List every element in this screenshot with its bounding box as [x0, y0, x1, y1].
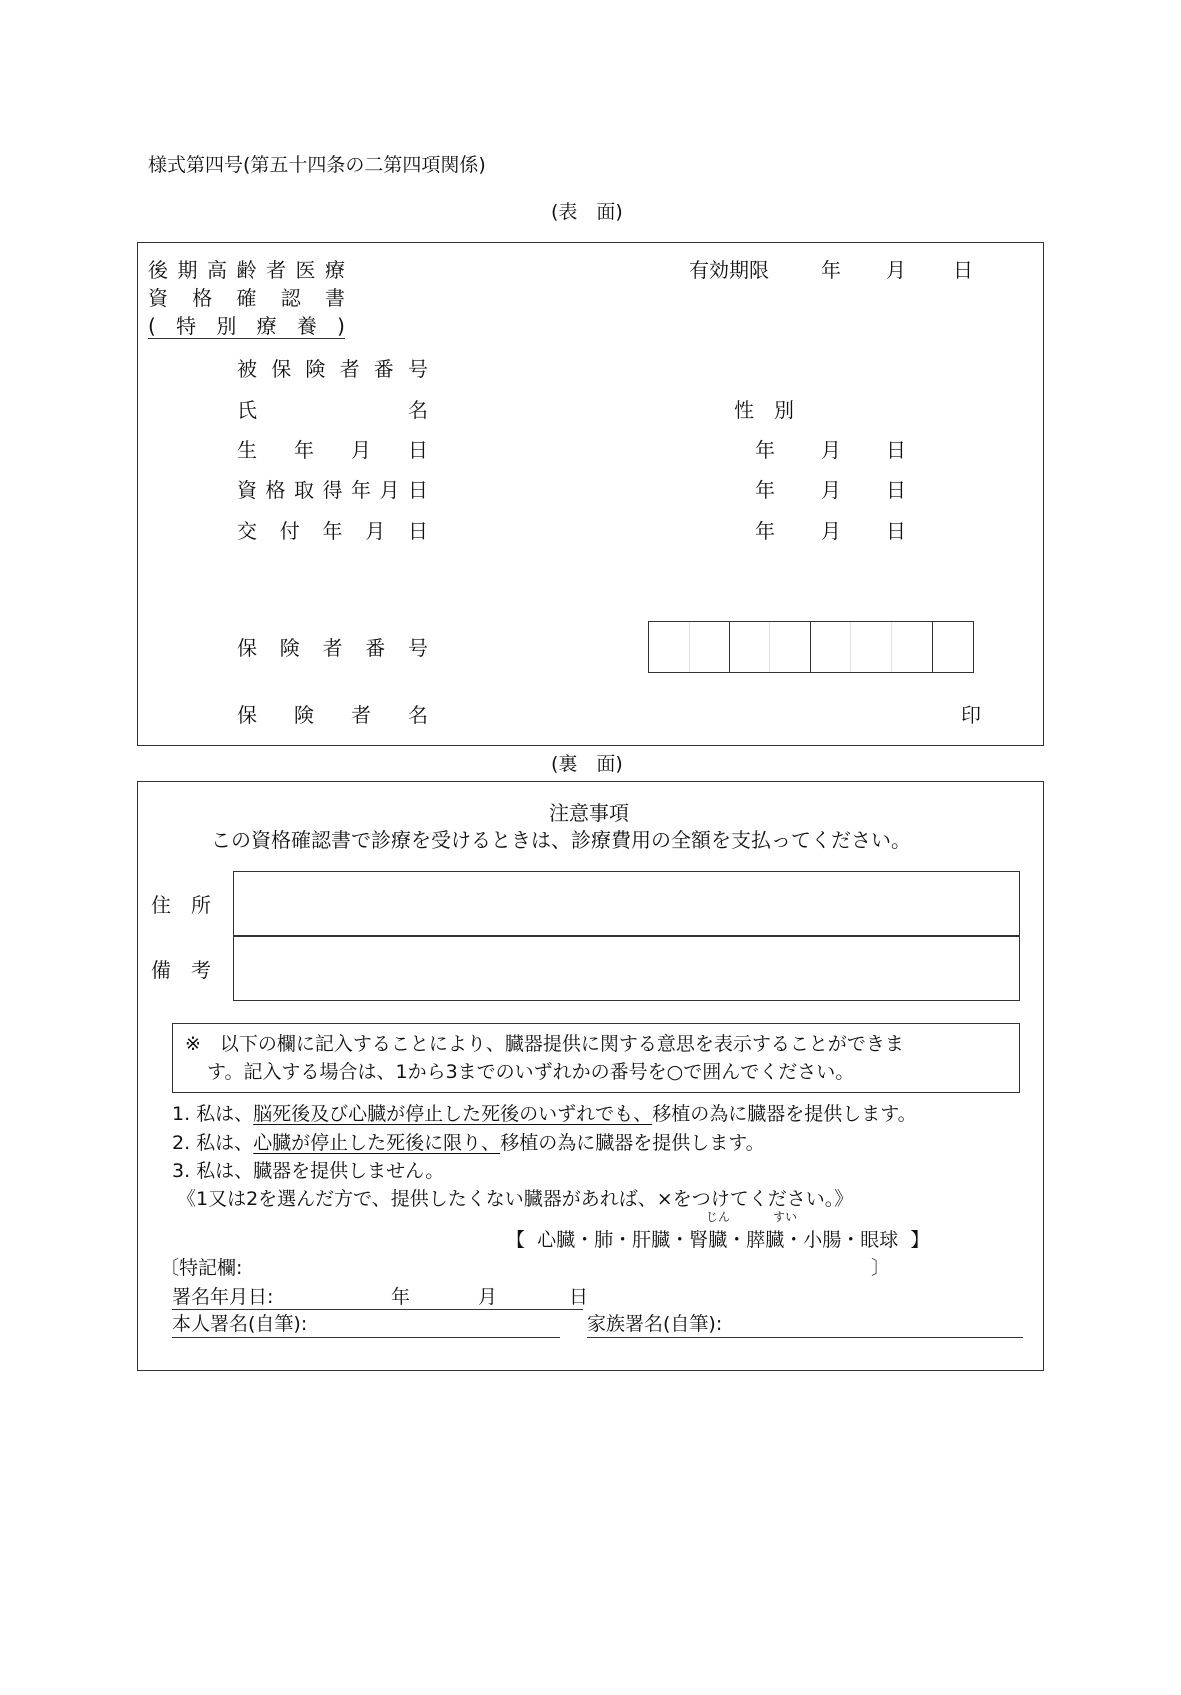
special-notes-field[interactable] — [308, 1252, 858, 1280]
back-side-label: (裏 面) — [551, 753, 623, 775]
insurer-number-faint-divider — [689, 622, 690, 672]
issue-date-label: 交 付 年 月 日 — [237, 519, 428, 543]
organ-note-line2: す。記入する場合は、1から3までのいずれかの番号を○で囲んでください。 — [207, 1061, 855, 1083]
signature-month: 月 — [478, 1286, 498, 1308]
issue-month: 月 — [821, 519, 841, 543]
notice-text: この資格確認書で診療を受けるときは、診療費用の全額を支払ってください。 — [211, 828, 911, 852]
family-signature-label: 家族署名(自筆): — [587, 1313, 723, 1335]
sex-label: 性 別 — [734, 398, 794, 422]
remarks-label: 備 考 — [151, 958, 211, 982]
insurer-number-faint-divider — [769, 622, 770, 672]
organ-note-line1: ※ 以下の欄に記入することにより、臓器提供に関する意思を表示することができま — [185, 1033, 904, 1055]
name-label: 氏 名 — [237, 398, 428, 422]
remarks-field[interactable] — [233, 935, 1020, 1001]
self-signature-label: 本人署名(自筆): — [172, 1313, 308, 1335]
organ-eye[interactable]: 眼球 — [860, 1229, 899, 1251]
insurer-name-label: 保 険 者 名 — [237, 703, 428, 727]
signature-day: 日 — [569, 1286, 589, 1308]
front-title-line1: 後 期 高 齢 者 医 療 — [148, 258, 345, 282]
validity-day: 日 — [953, 258, 973, 282]
signature-date-line[interactable] — [172, 1309, 583, 1310]
front-title-line2: 資 格 確 認 書 — [148, 286, 345, 310]
organs-close-bracket: 】 — [910, 1229, 930, 1251]
insurer-number-faint-divider — [891, 622, 892, 672]
notice-title: 注意事項 — [549, 801, 629, 825]
issue-day: 日 — [886, 519, 906, 543]
insurer-number-divider — [810, 622, 811, 672]
validity-year: 年 — [821, 258, 841, 282]
birth-label: 生 年 月 日 — [237, 438, 428, 462]
form-number: 様式第四号(第五十四条の二第四項関係) — [148, 154, 486, 176]
qualification-date-label: 資 格 取 得 年 月 日 — [237, 478, 428, 502]
front-card — [137, 242, 1044, 746]
back-card — [137, 781, 1044, 1371]
ruby-sui: すい — [773, 1210, 798, 1224]
address-field[interactable] — [233, 871, 1020, 937]
validity-month: 月 — [886, 258, 906, 282]
exclusion-note: 《1又は2を選んだ方で、提供したくない臓器があれば、×をつけてください。》 — [177, 1188, 854, 1210]
special-notes-label: 〔特記欄: — [160, 1257, 243, 1279]
option-1[interactable]: 1. 私は、脳死後及び心臓が停止した死後のいずれでも、移植の為に臓器を提供します。 — [172, 1103, 917, 1125]
seal-mark: 印 — [961, 703, 981, 727]
qualification-month: 月 — [821, 478, 841, 502]
birth-day: 日 — [886, 438, 906, 462]
insurer-number-divider — [729, 622, 730, 672]
front-title-line3: ( 特 別 療 養 ) — [148, 314, 345, 338]
birth-month: 月 — [821, 438, 841, 462]
family-signature-line[interactable] — [587, 1337, 1023, 1338]
signature-date-label: 署名年月日: — [172, 1286, 274, 1308]
organ-note-box — [172, 1023, 1020, 1093]
address-label: 住 所 — [151, 893, 211, 917]
organ-pancreas[interactable]: 膵臓 — [746, 1229, 785, 1251]
insured-number-label: 被 保 険 者 番 号 — [237, 357, 428, 381]
organ-lung[interactable]: 肺 — [594, 1229, 614, 1251]
organ-heart[interactable]: 心臓 — [537, 1229, 576, 1251]
insurer-number-divider — [932, 622, 933, 672]
special-notes-close: 〕 — [871, 1257, 891, 1279]
birth-year: 年 — [755, 438, 775, 462]
qualification-year: 年 — [755, 478, 775, 502]
validity-label: 有効期限 — [689, 258, 769, 282]
option-2[interactable]: 2. 私は、心臓が停止した死後に限り、移植の為に臓器を提供します。 — [172, 1132, 765, 1154]
insurer-number-boxes[interactable] — [648, 621, 974, 673]
insurer-number-faint-divider — [850, 622, 851, 672]
self-signature-line[interactable] — [172, 1337, 560, 1338]
front-side-label: (表 面) — [551, 201, 623, 223]
ruby-jin: じん — [706, 1210, 731, 1224]
organ-intestine[interactable]: 小腸 — [803, 1229, 842, 1251]
organ-list: 【 心臓・肺・肝臓・腎臓・膵臓・小腸・眼球 】 — [506, 1229, 930, 1251]
organ-kidney[interactable]: 腎臓 — [689, 1229, 728, 1251]
issue-year: 年 — [755, 519, 775, 543]
insurer-number-label: 保 険 者 番 号 — [237, 636, 428, 660]
qualification-day: 日 — [886, 478, 906, 502]
option-3[interactable]: 3. 私は、臓器を提供しません。 — [172, 1160, 445, 1182]
signature-year: 年 — [391, 1286, 411, 1308]
organ-liver[interactable]: 肝臓 — [632, 1229, 671, 1251]
organs-open-bracket: 【 — [506, 1229, 526, 1251]
